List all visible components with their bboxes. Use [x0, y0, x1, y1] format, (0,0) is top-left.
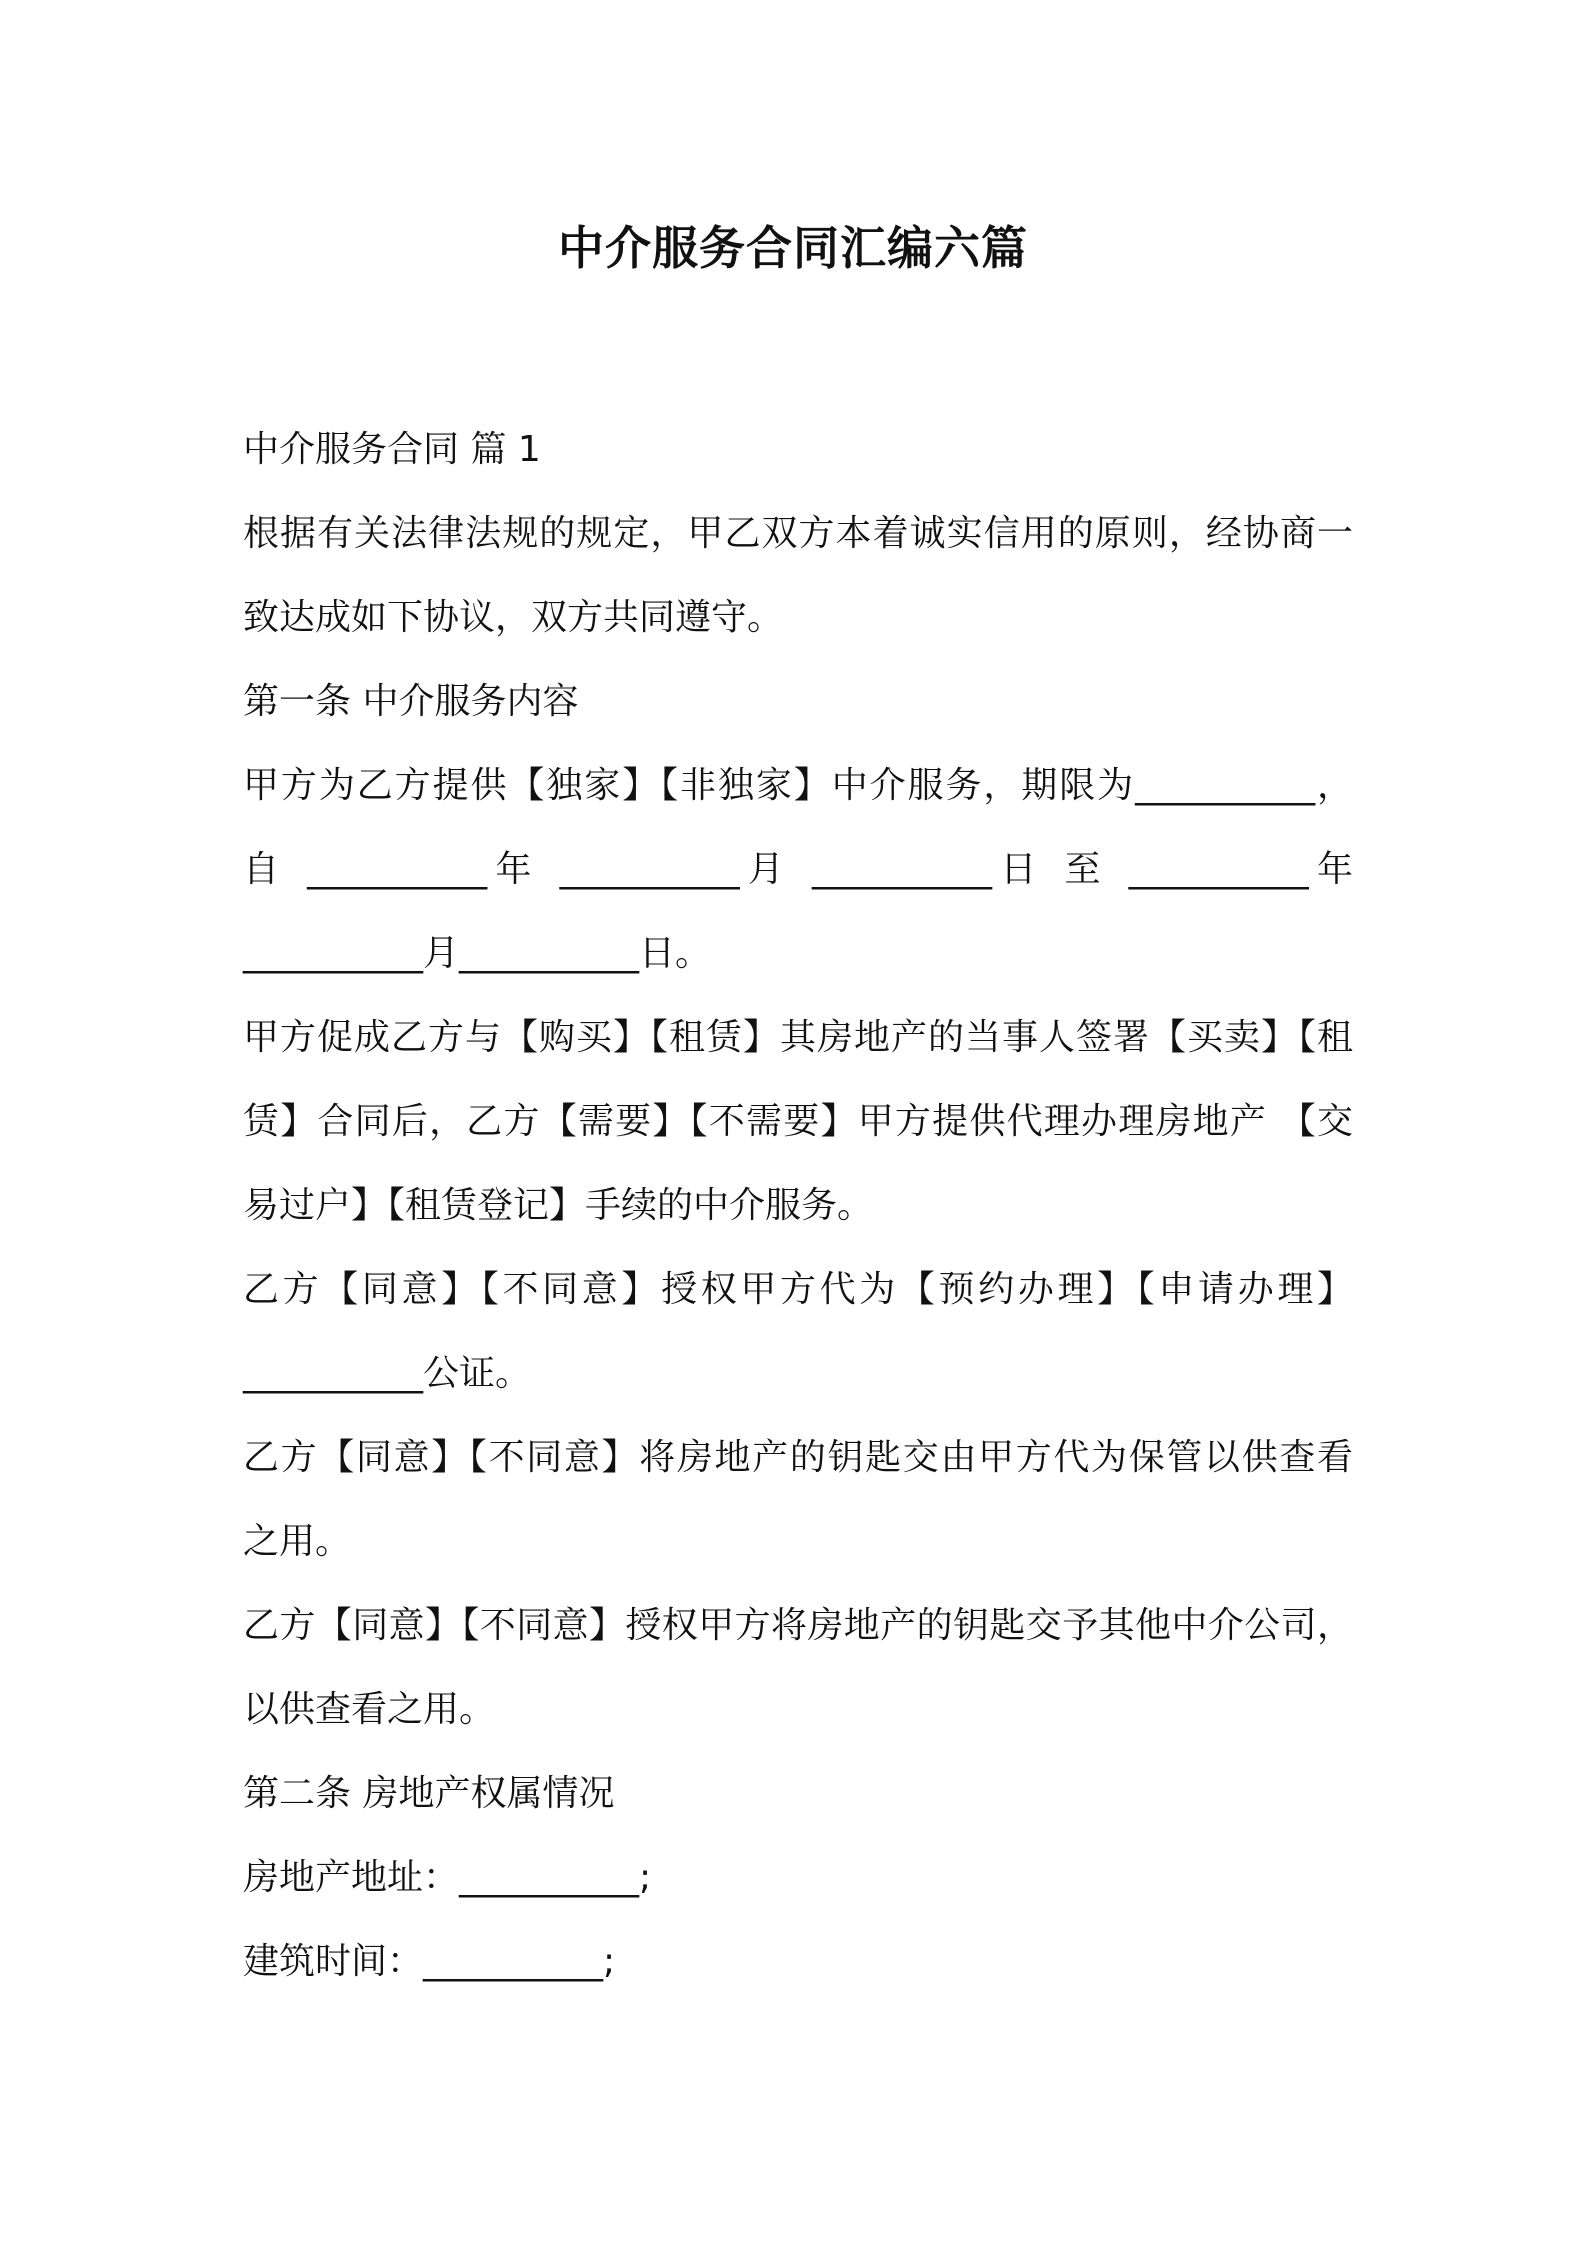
document-title: 中介服务合同汇编六篇 [558, 221, 1028, 275]
paragraph-line: 易过户】【租赁登记】手续的中介服务。 [243, 1185, 874, 1226]
document-body [243, 408, 1353, 2004]
paragraph-line: 赁】合同后，乙方【需要】【不需要】甲方提供代理办理房地产 【交 [243, 1101, 1353, 1142]
paragraph-line: __________公证。 [243, 1353, 532, 1394]
paragraph-line: 之用。 [243, 1521, 352, 1562]
paragraph-line: 根据有关法律法规的规定，甲乙双方本着诚实信用的原则，经协商一 [243, 513, 1353, 554]
paragraph-line: 以供查看之用。 [243, 1689, 496, 1730]
paragraph-line: __________月__________日。 [243, 933, 712, 974]
article-heading: 第二条 房地产权属情况 [243, 1773, 615, 1814]
section-heading: 中介服务合同 篇 1 [243, 429, 541, 470]
paragraph-line: 致达成如下协议，双方共同遵守。 [243, 597, 784, 638]
form-field-line: 建筑时间：__________; [243, 1941, 616, 1982]
paragraph-line: 甲方促成乙方与【购买】【租赁】其房地产的当事人签署【买卖】【租 [243, 1017, 1353, 1058]
form-field-line: 房地产地址：__________; [243, 1857, 652, 1898]
article-heading: 第一条 中介服务内容 [243, 681, 579, 722]
paragraph-line: 自 __________年 __________月 __________日 至 __________年 [243, 849, 1353, 890]
paragraph-line: 乙方【同意】【不同意】将房地产的钥匙交由甲方代为保管以供查看 [243, 1437, 1353, 1478]
paragraph-line: 乙方【同意】【不同意】授权甲方将房地产的钥匙交予其他中介公司， [243, 1605, 1353, 1646]
paragraph-line: 乙方【同意】【不同意】授权甲方代为【预约办理】【申请办理】 [243, 1269, 1353, 1310]
paragraph-line: 甲方为乙方提供【独家】【非独家】中介服务，期限为__________， [243, 765, 1353, 806]
